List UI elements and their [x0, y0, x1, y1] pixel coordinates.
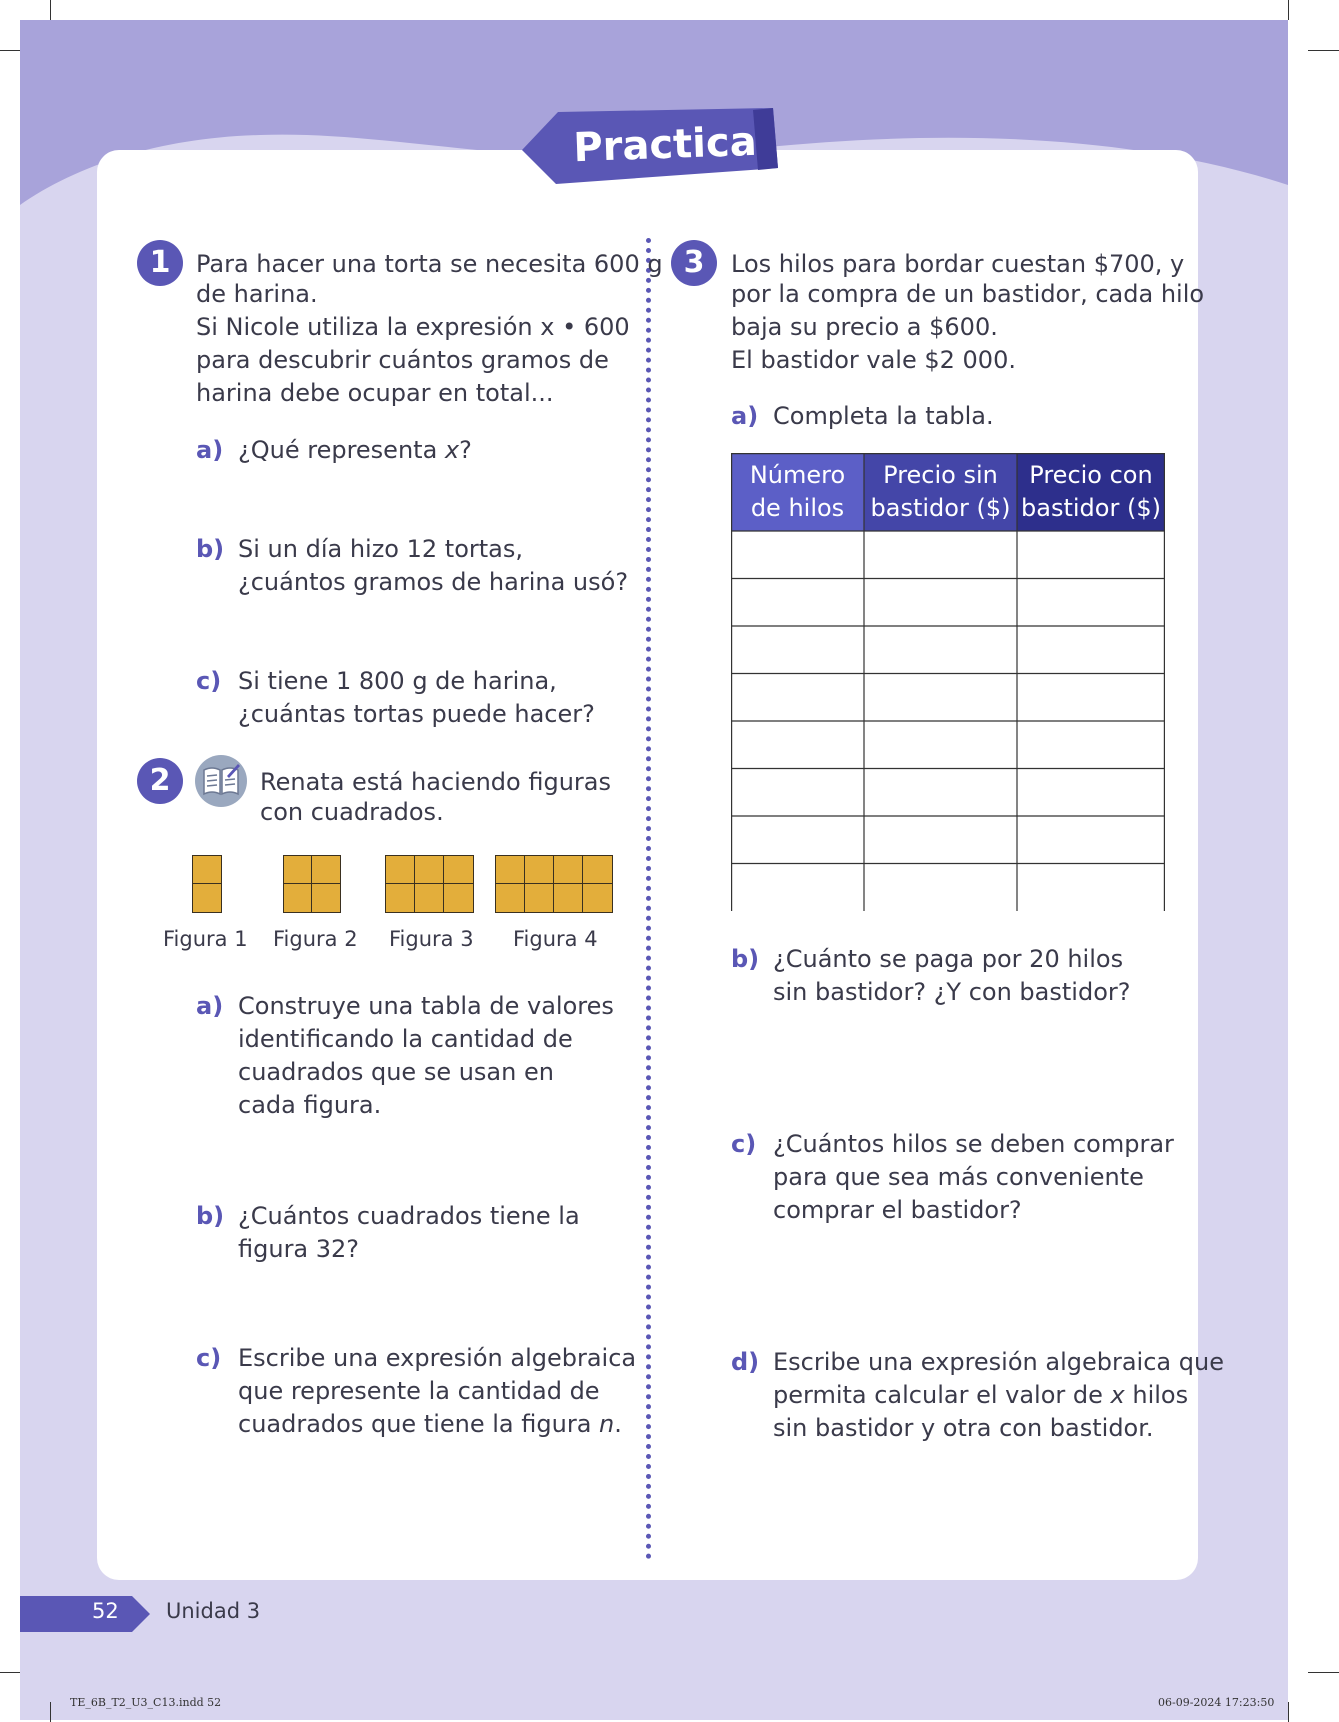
exercise-3-badge: 3 — [671, 240, 717, 286]
values-table — [731, 453, 1165, 911]
square — [283, 883, 313, 913]
crop-mark — [50, 0, 51, 20]
table-grid — [731, 453, 1165, 911]
question-2c-line: Escribe una expresión algebraica — [238, 1344, 637, 1372]
variable-x: x — [444, 436, 460, 464]
square — [414, 855, 445, 885]
header-line: Número — [749, 461, 846, 489]
header-line: bastidor ($) — [1021, 494, 1161, 522]
header-line: Precio sin — [883, 461, 998, 489]
question-1a-label: a) — [196, 436, 224, 464]
question-3b-line: ¿Cuánto se paga por 20 hilos — [773, 945, 1124, 973]
intro-line: Si Nicole utiliza la expresión x • 600 — [196, 313, 630, 341]
exercise-3-intro-line: Los hilos para bordar cuestan $700, y — [731, 250, 1185, 278]
square — [553, 883, 584, 913]
square — [524, 883, 555, 913]
square — [311, 855, 341, 885]
square — [443, 855, 474, 885]
question-2a-label: a) — [196, 992, 224, 1020]
intro-line: Para hacer una torta se necesita 600 g — [196, 250, 663, 278]
question-3c-line: ¿Cuántos hilos se deben comprar — [773, 1130, 1174, 1158]
slug-date: 06-09-2024 17:23:50 — [1158, 1696, 1275, 1709]
square — [582, 855, 613, 885]
crop-mark — [50, 1702, 51, 1722]
page-number-tab — [20, 1596, 150, 1632]
figure-2-label: Figura 2 — [273, 927, 358, 951]
exercise-2-badge: 2 — [137, 758, 183, 804]
figure-1-label: Figura 1 — [163, 927, 248, 951]
question-3a-text: Completa la tabla. — [773, 402, 994, 430]
question-3c-line: comprar el bastidor? — [773, 1196, 1022, 1224]
question-1a-text — [238, 434, 472, 467]
question-1b-line: Si un día hizo 12 tortas, — [238, 535, 523, 563]
question-2c-label: c) — [196, 1344, 222, 1372]
question-3d-line: Escribe una expresión algebraica que — [773, 1348, 1224, 1376]
square — [385, 855, 416, 885]
question-1b-line: ¿cuántos gramos de harina usó? — [238, 568, 629, 596]
question-text: permita calcular el valor de — [773, 1381, 1111, 1409]
exercise-2-intro-line: Renata está haciendo figuras — [260, 768, 611, 796]
question-3d-label: d) — [731, 1348, 760, 1376]
question-text: hilos — [1124, 1381, 1189, 1409]
square — [443, 883, 474, 913]
exercise-1-badge: 1 — [137, 240, 183, 286]
question-2b-line: ¿Cuántos cuadrados tiene la — [238, 1202, 580, 1230]
square — [495, 855, 526, 885]
question-3b-line: sin bastidor? ¿Y con bastidor? — [773, 978, 1131, 1006]
question-2a-line: Construye una tabla de valores — [238, 992, 614, 1020]
question-1c-line: ¿cuántas tortas puede hacer? — [238, 700, 595, 728]
intro-line: de harina. — [196, 280, 318, 308]
question-3c-label: c) — [731, 1130, 757, 1158]
intro-line: harina debe ocupar en total... — [196, 379, 554, 407]
header-line: de hilos — [750, 494, 845, 522]
question-text: ? — [459, 436, 472, 464]
question-3a-label: a) — [731, 402, 759, 430]
crop-mark — [1308, 50, 1339, 51]
question-2c-line: que represente la cantidad de — [238, 1377, 600, 1405]
question-2a-line: identificando la cantidad de — [238, 1025, 573, 1053]
exercise-2-intro-line: con cuadrados. — [260, 798, 444, 826]
intro-line: para descubrir cuántos gramos de — [196, 346, 609, 374]
square — [311, 883, 341, 913]
question-2b-line: figura 32? — [238, 1235, 360, 1263]
question-3b-label: b) — [731, 945, 760, 973]
question-2a-line: cuadrados que se usan en — [238, 1058, 554, 1086]
square — [582, 883, 613, 913]
banner-title: Practica — [572, 118, 758, 172]
header-line: Precio con — [1029, 461, 1153, 489]
exercise-3-intro-line: baja su precio a $600. — [731, 313, 998, 341]
question-3c-line: para que sea más conveniente — [773, 1163, 1144, 1191]
variable-x: x — [1110, 1381, 1125, 1409]
unit-label: Unidad 3 — [166, 1599, 261, 1623]
question-1c-line: Si tiene 1 800 g de harina, — [238, 667, 557, 695]
square — [283, 855, 313, 885]
crop-mark — [1288, 0, 1289, 20]
question-1b-label: b) — [196, 535, 225, 563]
page-number: 52 — [92, 1599, 119, 1623]
square — [553, 855, 584, 885]
exercise-3-intro-line: por la compra de un bastidor, cada hilo — [731, 280, 1205, 308]
crop-mark — [1288, 1702, 1289, 1722]
square — [385, 883, 416, 913]
question-3d-line: sin bastidor y otra con bastidor. — [773, 1414, 1154, 1442]
square — [495, 883, 526, 913]
square — [192, 883, 222, 913]
question-text: . — [614, 1410, 622, 1438]
question-2b-label: b) — [196, 1202, 225, 1230]
figure-4-label: Figura 4 — [513, 927, 598, 951]
crop-mark — [0, 1672, 20, 1673]
question-2c-line — [238, 1408, 622, 1441]
header-line: bastidor ($) — [870, 494, 1011, 522]
figure-3-label: Figura 3 — [389, 927, 474, 951]
square — [192, 855, 222, 885]
slug-file: TE_6B_T2_U3_C13.indd 52 — [70, 1696, 222, 1709]
exercise-3-intro-line: El bastidor vale $2 000. — [731, 346, 1016, 374]
column-divider — [646, 238, 651, 1560]
question-text: ¿Qué representa — [238, 436, 445, 464]
square — [524, 855, 555, 885]
square — [414, 883, 445, 913]
crop-mark — [0, 50, 20, 51]
question-text: cuadrados que tiene la figura — [238, 1410, 600, 1438]
question-2a-line: cada figura. — [238, 1091, 382, 1119]
question-3d-line — [773, 1379, 1188, 1412]
crop-mark — [1308, 1672, 1339, 1673]
variable-n: n — [599, 1410, 615, 1438]
open-book-icon — [194, 754, 248, 808]
question-1c-label: c) — [196, 667, 222, 695]
